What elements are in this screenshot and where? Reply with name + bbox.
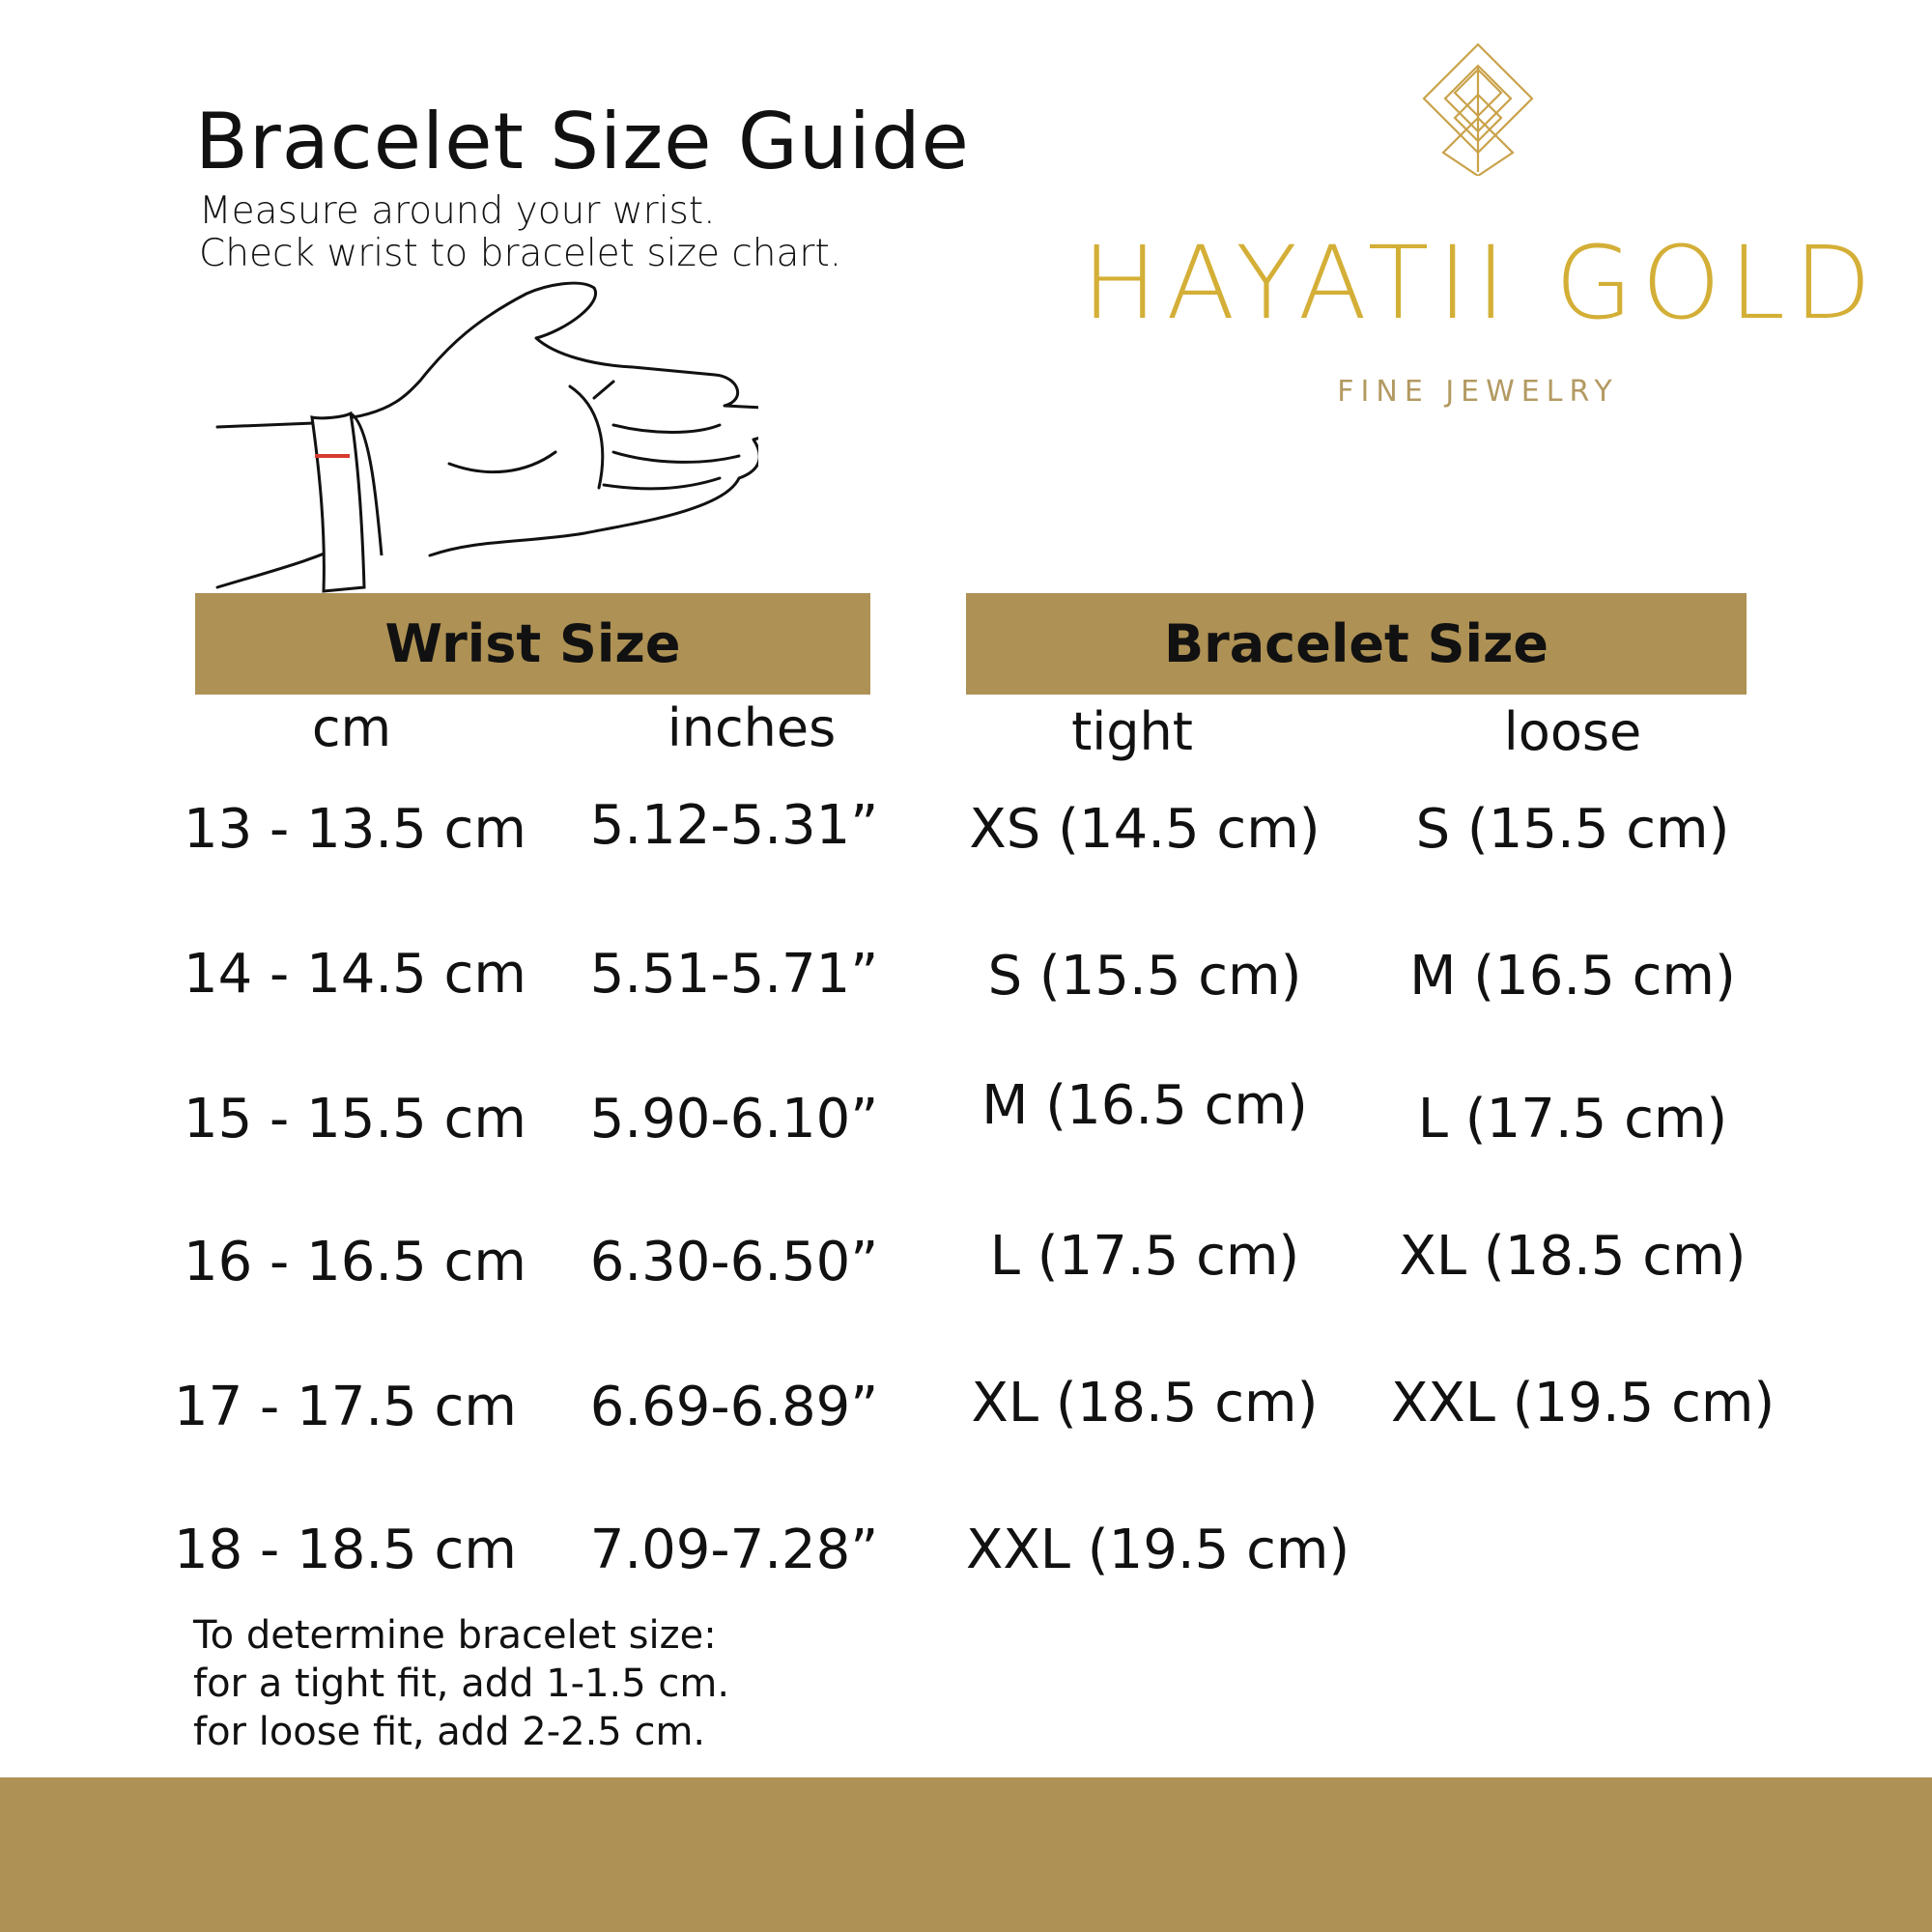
tight-size-cell: XS (14.5 cm) xyxy=(969,798,1321,861)
subtitle-line-1: Measure around your wrist. xyxy=(199,189,716,233)
wrist-size-header: Wrist Size xyxy=(195,593,870,695)
loose-size-cell: S (15.5 cm) xyxy=(1415,798,1730,861)
wrist-cm-cell: 17 - 17.5 cm xyxy=(174,1376,517,1438)
wrist-inches-cell: 6.30-6.50” xyxy=(589,1231,879,1293)
loose-size-cell: M (16.5 cm) xyxy=(1409,945,1736,1008)
col-header-tight: tight xyxy=(1071,701,1193,762)
tight-size-cell: XXL (19.5 cm) xyxy=(966,1519,1350,1581)
loose-size-cell: XL (18.5 cm) xyxy=(1399,1225,1747,1288)
wrist-cm-cell: 13 - 13.5 cm xyxy=(184,798,526,861)
tight-size-cell: XL (18.5 cm) xyxy=(971,1372,1319,1435)
hand-wrist-measure-icon xyxy=(198,280,758,599)
wrist-cm-cell: 14 - 14.5 cm xyxy=(184,943,526,1006)
tight-size-cell: S (15.5 cm) xyxy=(987,945,1302,1008)
note-line-3: for loose fit, add 2-2.5 cm. xyxy=(193,1710,706,1754)
col-header-loose: loose xyxy=(1503,701,1642,762)
wrist-inches-cell: 7.09-7.28” xyxy=(589,1519,879,1581)
wrist-cm-cell: 15 - 15.5 cm xyxy=(184,1088,526,1151)
page-title: Bracelet Size Guide xyxy=(195,97,970,186)
wrist-cm-cell: 18 - 18.5 cm xyxy=(174,1519,517,1581)
brand-name: HAYATII GOLD xyxy=(1082,224,1881,342)
loose-size-cell: XXL (19.5 cm) xyxy=(1391,1372,1776,1435)
col-header-inches: inches xyxy=(667,697,837,758)
tight-size-cell: M (16.5 cm) xyxy=(981,1074,1308,1137)
col-header-cm: cm xyxy=(311,697,392,758)
footer-band xyxy=(0,1777,1932,1932)
wrist-inches-cell: 5.51-5.71” xyxy=(589,943,879,1006)
wrist-cm-cell: 16 - 16.5 cm xyxy=(184,1231,526,1293)
tight-size-cell: L (17.5 cm) xyxy=(989,1225,1300,1288)
wrist-inches-cell: 5.90-6.10” xyxy=(589,1088,879,1151)
wrist-inches-cell: 6.69-6.89” xyxy=(589,1376,879,1438)
note-line-1: To determine bracelet size: xyxy=(193,1613,717,1658)
bracelet-size-header: Bracelet Size xyxy=(966,593,1747,695)
wrist-inches-cell: 5.12-5.31” xyxy=(589,794,879,857)
interlocking-diamonds-icon xyxy=(1420,41,1536,176)
brand-tagline: FINE JEWELRY xyxy=(1337,375,1619,409)
loose-size-cell: L (17.5 cm) xyxy=(1417,1088,1728,1151)
subtitle-line-2: Check wrist to bracelet size chart. xyxy=(199,232,842,275)
note-line-2: for a tight fit, add 1-1.5 cm. xyxy=(193,1662,730,1706)
